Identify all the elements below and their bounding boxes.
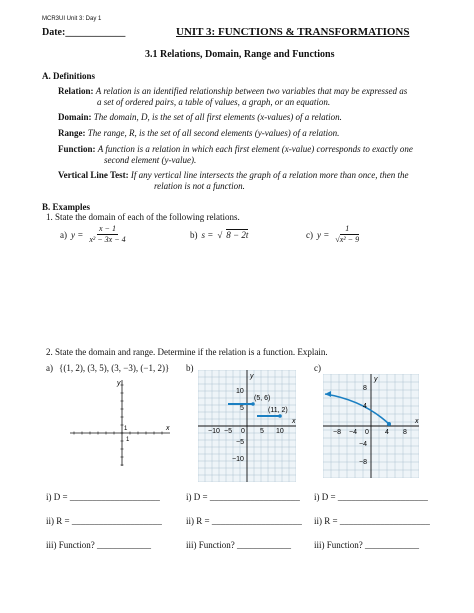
graph-a-one-y: 1 [124,426,128,432]
graph-b-ytick-neg5: −5 [236,439,244,446]
def-vlt-text-2: relation is not a function. [154,181,245,191]
c-domain-line: i) D = ____________________ [314,492,428,502]
a-range-line: ii) R = ____________________ [46,516,162,526]
graph-a-one-x: 1 [126,437,130,443]
q1a-lhs: y = [71,229,84,240]
graph-b-ytick-neg10: −10 [232,456,244,463]
b-domain-line: i) D = ____________________ [186,492,300,502]
graph-c [323,374,419,478]
def-domain [58,112,342,122]
q1c-denominator: √x² − 9 [335,235,360,244]
graph-c-xtick-0: 0 [365,429,369,436]
graph-b-y-label: y [250,373,254,380]
def-domain-term: Domain: [58,112,92,122]
section-title: 3.1 Relations, Domain, Range and Functions [145,49,335,60]
q1-part-b [190,229,248,240]
graph-c-xtick-neg4: −4 [349,429,357,436]
q1b-label: b) [190,229,198,240]
q2b-label: b) [186,363,194,373]
unit-title: UNIT 3: FUNCTIONS & TRANSFORMATIONS [176,26,410,38]
q2-part-a [46,363,169,373]
q2a-label: a) [46,363,53,373]
graph-b-point-1 [251,402,255,406]
def-function-text: A function is a relation in which each first element (x-value) corresponds to exactly one [97,144,413,154]
graph-c-endpoint [387,422,391,426]
def-function-term: Function: [58,144,96,154]
def-relation [58,86,407,96]
b-function-line: iii) Function? ____________ [186,540,291,550]
graph-c-y-label: y [374,376,378,383]
def-range-text: The range, R, is the set of all second elements (y-values) of a relation. [87,128,340,138]
q2c-label: c) [314,363,321,373]
def-vlt-text: If any vertical line intersects the graph of a relation more than once, then the [130,170,409,180]
graph-b-ytick-5: 5 [240,405,244,412]
def-range-term: Range: [58,128,86,138]
def-relation-term: Relation: [58,86,94,96]
q1c-label: c) [306,229,313,240]
question-2: 2. State the domain and range. Determine if the relation is a function. Explain. [46,347,328,357]
def-relation-text: A relation is an identified relationship between two variables that may be expressed as [95,86,408,96]
q2a-set: {(1, 2), (3, 5), (3, −3), (−1, 2)} [59,363,170,373]
q1-part-a [60,224,128,245]
def-range [58,128,339,138]
q1a-numerator: x − 1 [99,224,116,233]
q1-part-c [306,224,361,245]
graph-b-xtick-10: 10 [276,428,284,435]
course-code: MCR3UI Unit 3: Day 1 [42,16,102,22]
sqrt-symbol-icon: √ [335,235,340,244]
graph-c-ytick-4: 4 [363,403,367,410]
graph-c-ytick-8: 8 [363,385,367,392]
graph-c-xtick-8: 8 [403,429,407,436]
graph-a-x-label: x [166,425,170,432]
definitions-heading: A. Definitions [42,71,96,81]
graph-b-ytick-10: 10 [236,388,244,395]
graph-a [70,378,170,468]
graph-c-ytick-neg8: −8 [359,459,367,466]
a-function-line: iii) Function? ____________ [46,540,151,550]
graph-c-xtick-4: 4 [385,429,389,436]
date-label: Date:____________ [42,27,126,38]
q1a-denominator: x² − 3x − 4 [89,235,126,244]
graph-b-point-2 [278,414,282,418]
q1b-radicand: 8 − 2t [226,230,249,240]
graph-c-x-label: x [415,418,419,425]
def-domain-text: The domain, D, is the set of all first elements (x-values) of a relation. [93,112,342,122]
q1a-label: a) [60,229,67,240]
graph-a-ticks [74,385,162,465]
graph-b-xtick-0: 0 [241,428,245,435]
def-vlt-term: Vertical Line Test: [58,170,129,180]
q1a-fraction [87,224,127,245]
graph-a-y-label: y [117,380,121,387]
c-function-line: iii) Function? ____________ [314,540,419,550]
def-relation-text-2: a set of ordered pairs, a table of values, a graph, or an equation. [97,97,331,107]
graph-c-xtick-neg8: −8 [333,429,341,436]
graph-b-xtick-neg5: −5 [224,428,232,435]
examples-heading: B. Examples [42,202,91,212]
a-domain-line: i) D = ____________________ [46,492,160,502]
graph-c-ytick-neg4: −4 [359,441,367,448]
def-function [58,144,413,154]
q1b-lhs: s = [201,229,214,240]
graph-b [198,370,296,482]
q1c-numerator: 1 [345,224,350,233]
q1c-fraction [333,224,361,245]
sqrt-symbol-icon: √ [217,229,223,240]
def-function-text-2: second element (y-value). [104,155,197,165]
b-range-line: ii) R = ____________________ [186,516,302,526]
q1c-lhs: y = [317,229,330,240]
graph-b-x-label: x [292,418,296,425]
question-1: 1. State the domain of each of the following relations. [46,212,240,222]
graph-b-point2-label: (11, 2) [268,407,288,414]
graph-b-xtick-neg10: −10 [208,428,220,435]
c-range-line: ii) R = ____________________ [314,516,430,526]
graph-b-point1-label: (5, 6) [254,395,271,402]
def-vlt [58,170,408,180]
graph-b-xtick-5: 5 [260,428,264,435]
